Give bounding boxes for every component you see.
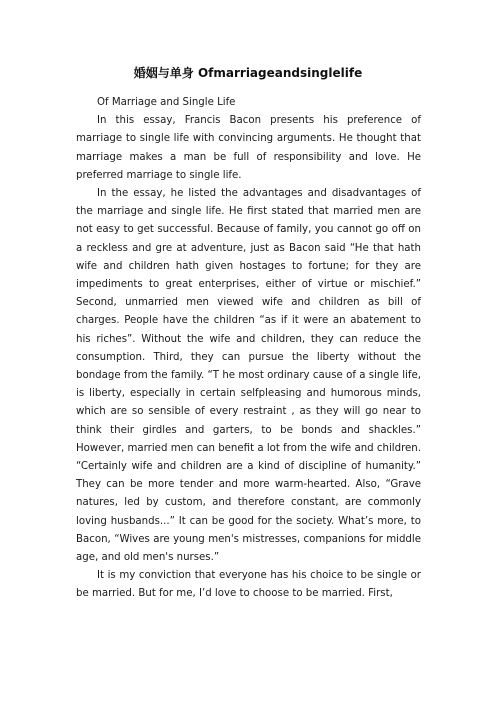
- paragraph-2: In the essay, he listed the advantages and disadvantages of the marriage and single life. He first stated that married men are not easy to get successful. Because of family, you cannot go off on a reckless and gre at adventure, just as Bacon said “He that hath wife and children hath given hostages to fortune; for they are impediments to great enterprises, either of virtue or mischief.” Second, unmarried men viewed wife and children as bill of charges. People have the children “as if it were an abatement to his riches”. Without the wife and children, they can reduce the consumption. Third, they can pursue the liberty without the bondage from the family. “T he most ordinary cause of a single life, is liberty, especially in certain selfpleasing and humorous minds, which are so sensible of every restraint , as they will go near to think their girdles and garters, to be bonds and shackles.” However, married men can benefit a lot from the wife and children. “Certainly wife and children are a kind of discipline of humanity.” They can be more tender and more warm-hearted. Also, “Grave natures, led by custom, and therefore constant, are commonly loving husbands...” It can be good for the society. What’s more, to Bacon, “Wives are young men's mistresses, companions for middle age, and old men's nurses.”: [76, 188, 421, 564]
- document-title: 婚姻与单身 Ofmarriageandsinglelife: [133, 66, 363, 80]
- paragraph-3: It is my conviction that everyone has his choice to be single or be married. But for me, I’d love to choose to be married. First,: [76, 570, 421, 600]
- paragraph-1: In this essay, Francis Bacon presents his preference of marriage to single life with convincing arguments. He thought that marriage makes a man be full of responsibility and love. He preferred marriage to single life.: [76, 115, 421, 181]
- essay-subtitle: Of Marriage and Single Life: [97, 97, 236, 108]
- document-body: [76, 94, 421, 604]
